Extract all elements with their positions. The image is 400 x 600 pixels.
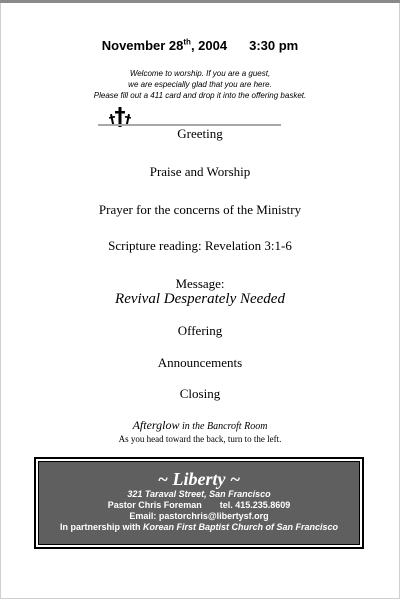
prayer: Prayer for the concerns of the Ministry <box>98 202 302 217</box>
offering: Offering <box>177 323 223 338</box>
message-label: Message: <box>175 276 225 291</box>
service-date: November 28th, 2004 <box>101 38 228 54</box>
service-time: 3:30 pm <box>249 38 299 54</box>
announcements: Announcements <box>157 355 243 370</box>
church-address: 321 Taraval Street, San Francisco <box>127 489 271 499</box>
welcome-line: we are especially glad that you are here. <box>128 80 272 89</box>
service-date-time <box>0 38 400 53</box>
closing: Closing <box>179 386 221 401</box>
afterglow-note: As you head toward the back, turn to the left. <box>118 434 282 444</box>
pastor-name: Pastor Chris Foreman <box>107 500 202 510</box>
pastor-contact <box>39 500 359 511</box>
phone-number: tel. 415.235.8609 <box>219 500 291 510</box>
church-info-box <box>34 457 364 549</box>
top-rule <box>0 0 400 3</box>
message-title: Revival Desperately Needed <box>115 291 285 307</box>
church-name: ~ Liberty ~ <box>157 469 241 489</box>
welcome-message <box>0 68 400 101</box>
scripture-reading: Scripture reading: Revelation 3:1-6 <box>108 238 292 253</box>
praise-and-worship: Praise and Worship <box>149 164 251 179</box>
afterglow: Afterglow in the Bancroft Room <box>132 418 268 432</box>
email-address: Email: pastorchris@libertysf.org <box>129 511 269 521</box>
partnership-line: In partnership with Korean First Baptist Church of San Francisco <box>59 522 339 532</box>
welcome-line: Welcome to worship. If you are a guest, <box>129 69 271 78</box>
welcome-line: Please fill out a 411 card and drop it into the offering basket. <box>93 91 307 100</box>
greeting: Greeting <box>177 126 223 141</box>
church-info-panel <box>38 461 360 545</box>
